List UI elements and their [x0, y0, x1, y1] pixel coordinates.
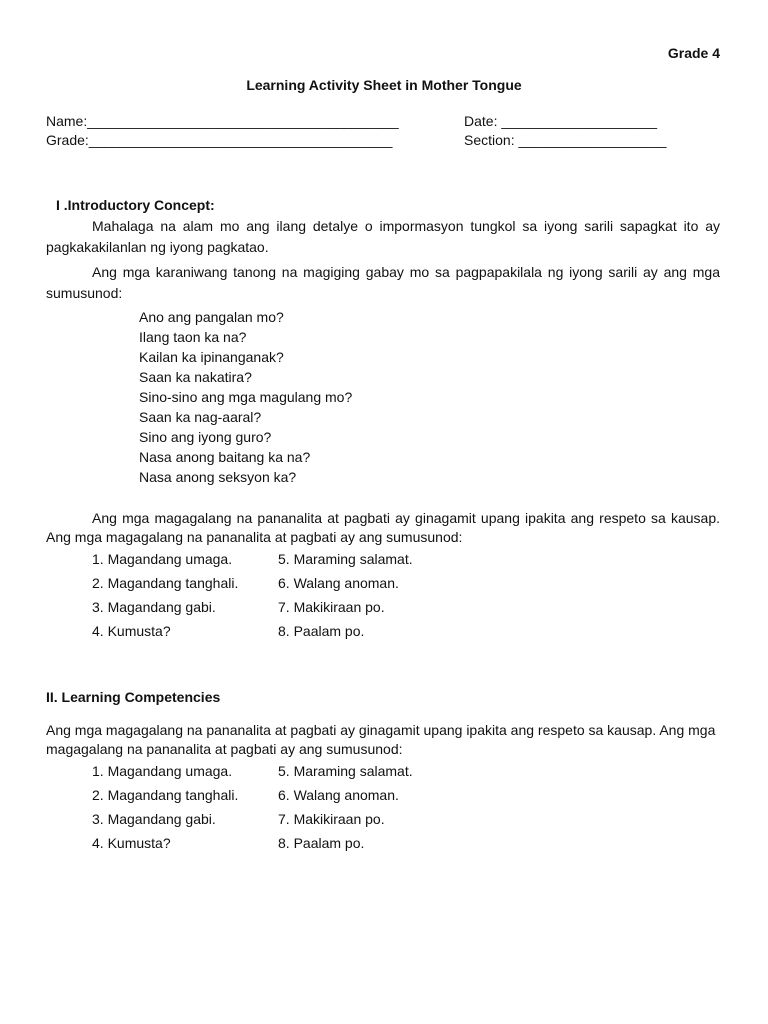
list-item: Nasa anong baitang ka na? [139, 449, 311, 465]
list-item: Sino-sino ang mga magulang mo? [139, 389, 353, 405]
list-item: Sino ang iyong guro? [139, 429, 272, 445]
name-field: Name:________________________________________ [46, 113, 399, 129]
list-item: Saan ka nakatira? [139, 369, 252, 385]
list-item: Kailan ka ipinanganak? [139, 349, 284, 365]
greetings-list [92, 549, 478, 645]
list-item: Nasa anong seksyon ka? [139, 469, 297, 485]
list-item: 1. Magandang umaga. [92, 763, 233, 779]
learning-competencies-heading: II. Learning Competencies [46, 689, 221, 705]
list-item: 5. Maraming salamat. [278, 551, 413, 567]
grade-field: Grade:_______________________________________ [46, 132, 393, 148]
list-item: Ilang taon ka na? [139, 329, 247, 345]
list-item: 3. Magandang gabi. [92, 599, 216, 615]
list-item: 2. Magandang tanghali. [92, 787, 239, 803]
list-item: 6. Walang anoman. [278, 575, 399, 591]
date-field: Date: ____________________ [464, 113, 658, 129]
list-item: 4. Kumusta? [92, 623, 171, 639]
question-list [139, 307, 352, 487]
section-field: Section: ___________________ [464, 132, 667, 148]
list-item: 8. Paalam po. [278, 835, 365, 851]
list-item: 8. Paalam po. [278, 623, 365, 639]
competencies-greetings-list [92, 761, 478, 857]
list-item: 7. Makikiraan po. [278, 811, 385, 827]
grade-label: Grade 4 [667, 45, 720, 61]
list-item: 3. Magandang gabi. [92, 811, 216, 827]
list-item: 1. Magandang umaga. [92, 551, 233, 567]
list-item: 6. Walang anoman. [278, 787, 399, 803]
list-item: 5. Maraming salamat. [278, 763, 413, 779]
competencies-paragraph: Ang mga magagalang na pananalita at pagbati ay ginagamit upang ipakita ang respeto sa kausap. Ang mga magagalang na pananalita at pagbati ay ang sumusunod: [46, 722, 716, 757]
introductory-concept-heading: I .Introductory Concept: [56, 197, 215, 213]
questions-intro-paragraph: Ang mga karaniwang tanong na magiging gabay mo sa pagpapakilala ng iyong sarili ay ang mga sumusunod: [46, 264, 720, 301]
list-item: 2. Magandang tanghali. [92, 575, 239, 591]
sheet-title: Learning Activity Sheet in Mother Tongue [246, 77, 522, 93]
list-item: Saan ka nag-aaral? [139, 409, 262, 425]
list-item: Ano ang pangalan mo? [139, 309, 284, 325]
greetings-intro-paragraph: Ang mga magagalang na pananalita at pagbati ay ginagamit upang ipakita ang respeto sa kausap. Ang mga magagalang na pananalita at pagbati ay ang sumusunod: [46, 510, 720, 545]
intro-paragraph: Mahalaga na alam mo ang ilang detalye o impormasyon tungkol sa iyong sarili sapagkat ito ay pagkakakilanlan ng iyong pagkatao. [46, 218, 720, 255]
list-item: 4. Kumusta? [92, 835, 171, 851]
list-item: 7. Makikiraan po. [278, 599, 385, 615]
